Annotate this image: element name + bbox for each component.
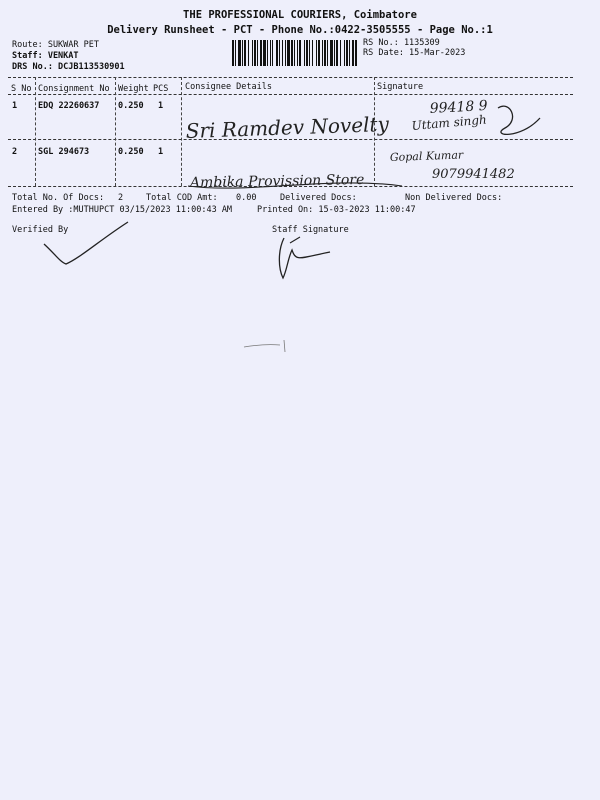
stray-pen-mark xyxy=(284,340,285,352)
stray-pen-mark xyxy=(244,345,280,347)
header-signature: Signature xyxy=(377,82,424,92)
row-sno: 2 xyxy=(12,147,18,157)
entered-by: Entered By :MUTHUPCT 03/15/2023 11:00:43 AM xyxy=(12,205,233,215)
signature-handwriting-1b: Uttam singh xyxy=(411,112,488,133)
company-title: THE PROFESSIONAL COURIERS, Coimbatore xyxy=(183,9,417,21)
row-sno: 1 xyxy=(12,101,18,111)
route-label: Route: SUKWAR PET xyxy=(12,40,99,50)
header-weight: Weight xyxy=(118,84,149,94)
runsheet-title: Delivery Runsheet - PCT - Phone No.:0422-3505555 - Page No.:1 xyxy=(107,24,493,36)
row-consignment: EDQ 22260637 xyxy=(38,101,100,111)
rs-number: RS No.: 1135309 xyxy=(363,38,440,48)
non-delivered-docs-label: Non Delivered Docs: xyxy=(405,193,503,203)
signature-handwriting-1: 99418 9 xyxy=(429,97,489,117)
total-cod-label: Total COD Amt: xyxy=(146,193,218,203)
row-weight: 0.250 xyxy=(118,101,144,111)
header-sno: S No xyxy=(11,84,32,94)
delivered-docs-label: Delivered Docs: xyxy=(280,193,357,203)
row-weight: 0.250 xyxy=(118,147,144,157)
consignee-handwriting-2: Ambika Provission Store xyxy=(189,171,365,191)
total-docs-label: Total No. Of Docs: xyxy=(12,193,105,203)
staff-label: Staff: VENKAT xyxy=(12,51,79,61)
signature-handwriting-2: Gopal Kumar xyxy=(389,148,464,164)
row-consignment: SGL 294673 xyxy=(38,147,90,157)
consignee-handwriting-1: Sri Ramdev Novelty xyxy=(185,111,390,143)
header-consignee: Consignee Details xyxy=(185,82,272,92)
signature-handwriting-2b: 9079941482 xyxy=(432,167,515,182)
staff-signature-tick xyxy=(290,237,300,243)
header-pcs: PCS xyxy=(153,84,169,94)
total-cod-value: 0.00 xyxy=(236,193,257,203)
row-pcs: 1 xyxy=(158,101,164,111)
drs-number: DRS No.: DCJB113530901 xyxy=(12,62,125,72)
rs-date: RS Date: 15-Mar-2023 xyxy=(363,48,466,58)
row-pcs: 1 xyxy=(158,147,164,157)
header-consignment: Consignment No xyxy=(38,84,110,94)
signature-scribble xyxy=(498,106,540,134)
total-docs-value: 2 xyxy=(118,193,124,203)
verified-by-label: Verified By xyxy=(12,225,69,235)
printed-on: Printed On: 15-03-2023 11:00:47 xyxy=(257,205,416,215)
staff-signature-mark xyxy=(279,238,330,278)
staff-signature-label: Staff Signature xyxy=(272,225,349,235)
